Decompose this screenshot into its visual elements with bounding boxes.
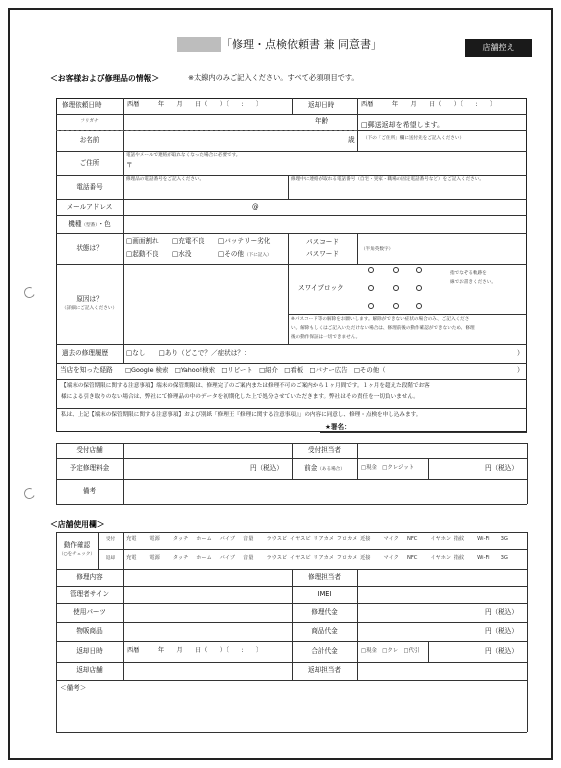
age-label: 年齢 — [315, 117, 329, 125]
operation-check-label: 動作確認 — [63, 541, 91, 549]
swipe-note-line1: 指でなぞる軌跡を — [450, 271, 487, 276]
total-price-unit: 円（税込） — [485, 647, 518, 655]
return-datetime-label: 返却日時 — [308, 101, 335, 109]
return-datetime-field[interactable]: 西暦 年 月 日（ ）〔 : 〕 — [361, 101, 497, 108]
password-label: パスワード — [306, 250, 339, 258]
check-item--[interactable]: 充電 — [126, 536, 137, 542]
address-label: ご住所 — [79, 159, 100, 167]
repair-history-label: 過去の修理履歴 — [62, 349, 109, 357]
section-customer-note: ※太線内のみご記入ください。すべて必須項目です。 — [188, 73, 359, 82]
check-item--[interactable]: リアカメ — [313, 536, 334, 542]
check-row-return-label: 返却 — [105, 556, 116, 561]
mail-return-checkbox[interactable]: □郵送返却を希望します。 — [361, 121, 445, 129]
operation-check-note: （○をチェック） — [58, 552, 96, 557]
parts-used-label: 使用パーツ — [73, 608, 106, 616]
status-option-boot[interactable]: □起動不良 — [126, 250, 159, 258]
store-copy-badge: 店舗控え — [465, 39, 532, 57]
check-item--[interactable]: ホーム — [196, 555, 212, 561]
check-item--[interactable]: ラウスピ — [266, 555, 288, 561]
manager-sign-label: 管理者サイン — [69, 590, 110, 598]
request-datetime-label: 修理依頼日時 — [62, 101, 102, 109]
passcode-label: パスコード — [306, 238, 339, 246]
swipe-dot[interactable] — [416, 285, 422, 291]
swipe-dot[interactable] — [393, 303, 399, 309]
storage-notice-line1: 【端末の保管期限に関する注意事項】端末の保管期限は、修理完了のご案内または修理不可のご案内から１ヶ月間です。１ヶ月を超えた段階でお客 — [61, 383, 430, 389]
repair-price-unit: 円（税込） — [485, 608, 518, 616]
repair-history-options[interactable]: □なし □あり（どこで？／症状は？： — [126, 349, 251, 357]
signature-line[interactable] — [320, 432, 527, 433]
swipe-dot[interactable] — [393, 285, 399, 291]
return-datetime-store-field[interactable]: 西暦 年 月 日（ ）〔 : 〕 — [127, 647, 263, 654]
check-item--[interactable]: 電源 — [149, 555, 160, 561]
phone-note-device: 修理品の電話番号をご記入ください。 — [126, 177, 205, 182]
redacted-store-name — [177, 37, 221, 52]
passcode-disclaimer-3: 後の動作保証は一切できません。 — [291, 335, 361, 340]
age-unit: 歳 — [348, 136, 355, 144]
memo-label: 備考 — [82, 487, 97, 495]
referral-source-label: 当店を知った経路 — [60, 366, 113, 374]
signature-label: ★署名： — [325, 423, 351, 431]
swipe-dot[interactable] — [393, 267, 399, 273]
customer-info-block — [56, 98, 527, 432]
imei-label: IMEI — [317, 590, 332, 598]
check-item--[interactable]: リアカメ — [313, 555, 334, 561]
status-option-battery[interactable]: □バッテリー劣化 — [218, 237, 271, 245]
check-row-reception-label: 受付 — [105, 537, 116, 542]
passcode-disclaimer-2: い。解除もしくはご記入いただけない場合は、修理前後の動作確認ができないため、修理 — [291, 326, 475, 331]
check-item--[interactable]: バイブ — [219, 555, 236, 561]
check-item--[interactable]: 近接 — [360, 555, 371, 561]
postal-mark: 〒 — [126, 161, 133, 169]
section-customer-title: ＜お客様および修理品の情報＞ — [50, 74, 160, 83]
check-item--[interactable]: イヤスピ — [289, 536, 311, 542]
check-item--[interactable]: フロカメ — [336, 536, 358, 542]
repair-staff-label: 修理担当者 — [308, 573, 341, 581]
check-item--[interactable]: 近接 — [360, 536, 371, 542]
model-label: 機種（型番）・色 — [68, 220, 111, 228]
check-item--[interactable]: 音量 — [243, 536, 254, 542]
check-item-nfc[interactable]: NFC — [406, 555, 418, 561]
address-note: 電話やメールで連絡が取れなくなった場合に必要です。 — [126, 153, 241, 158]
check-item-wi-fi[interactable]: Wi-Fi — [477, 555, 490, 561]
goods-label: 物販商品 — [76, 627, 103, 635]
section-store-title: ＜店舗使用欄＞ — [50, 520, 105, 529]
status-label: 状態は？ — [76, 244, 103, 252]
status-option-water[interactable]: □水没 — [172, 250, 192, 258]
deposit-label: 前金（ある場合） — [304, 464, 345, 472]
check-item-3g[interactable]: 3G — [500, 555, 508, 561]
repair-price-label: 修理代金 — [311, 608, 338, 616]
return-staff-label: 返却担当者 — [308, 666, 341, 674]
cause-note: （詳細にご記入ください） — [61, 306, 118, 311]
check-item--[interactable]: タッチ — [172, 555, 189, 561]
return-datetime-store-label: 返却日時 — [76, 647, 103, 655]
swipe-dot[interactable] — [416, 267, 422, 273]
referral-source-close: ） — [517, 366, 524, 374]
check-items-reception — [126, 537, 524, 545]
status-option-screen[interactable]: □画面割れ — [126, 237, 159, 245]
goods-price-unit: 円（税込） — [485, 627, 518, 635]
request-datetime-field[interactable]: 西暦 年 月 日（ ）〔 : 〕 — [127, 101, 263, 108]
check-item--[interactable]: イヤスピ — [289, 555, 311, 561]
check-item--[interactable]: 指紋 — [453, 555, 465, 561]
check-item--[interactable]: マイク — [383, 555, 399, 561]
total-payment-options[interactable]: □現金 □クレ □代引 — [361, 648, 420, 654]
agreement-statement: 私は、上記【端末の保管期限に関する注意事項】および別紙「修理王『修理に関する注意事項』」の内容に同意し、修理・点検を申し込みます。 — [61, 412, 422, 418]
check-item--[interactable]: イヤホン — [430, 555, 452, 561]
mail-return-note: （下の「ご住所」欄に送付先をご記入ください） — [363, 136, 465, 141]
reception-store-label: 受付店舗 — [76, 446, 103, 454]
password-note: （半角英数字） — [361, 247, 394, 252]
swipe-dot[interactable] — [368, 303, 374, 309]
check-item--[interactable]: ラウスピ — [266, 536, 288, 542]
check-item--[interactable]: 音量 — [243, 555, 254, 561]
passcode-disclaimer-1: ※パスコード等の解除をお願いします。解除ができない症状の場合のみ、ご記入くださ — [291, 317, 470, 322]
check-item--[interactable]: フロカメ — [336, 555, 358, 561]
storage-notice-line2: 様による引き取りのない場合は、弊社にて修理品の中のデータを初期化した上で処分させていただきます。弊社はその責任を一切負いません。 — [61, 394, 419, 400]
check-item-nfc[interactable]: NFC — [406, 536, 418, 542]
total-price-label: 合計代金 — [311, 647, 338, 655]
repair-history-close: ） — [517, 349, 524, 357]
status-option-charge[interactable]: □充電不良 — [172, 237, 205, 245]
deposit-unit: 円（税込） — [485, 464, 518, 472]
swipe-dot[interactable] — [416, 303, 422, 309]
check-item--[interactable]: 充電 — [126, 555, 137, 561]
check-item--[interactable]: 電源 — [149, 536, 160, 542]
swipe-lock-label: スワイプロック — [298, 284, 344, 292]
furigana-label: フリガナ — [80, 119, 99, 124]
repair-content-label: 修理内容 — [76, 573, 103, 581]
goods-price-label: 商品代金 — [311, 627, 338, 635]
check-item-wi-fi[interactable]: Wi-Fi — [477, 536, 490, 542]
status-option-other[interactable]: □その他（下に記入） — [218, 250, 272, 258]
phone-label: 電話番号 — [76, 183, 103, 191]
check-item--[interactable]: 指紋 — [453, 536, 465, 542]
swipe-note-line2: 線でお書きください。 — [450, 280, 496, 285]
estimated-fee-label: 予定修理料金 — [69, 464, 110, 472]
name-label: お名前 — [79, 136, 100, 144]
form-title: 「修理・点検依頼書 兼 同意書」 — [221, 38, 382, 51]
email-label: メールアドレス — [66, 203, 113, 211]
check-item--[interactable]: ホーム — [196, 536, 212, 542]
check-items-return — [126, 556, 524, 564]
swipe-dot[interactable] — [368, 285, 374, 291]
check-item--[interactable]: タッチ — [172, 536, 189, 542]
check-item--[interactable]: マイク — [383, 536, 399, 542]
referral-source-options[interactable]: □Google 検索 □Yahoo!検索 □リピート □紹介 □看板 □バナー広告 □その他（ — [125, 366, 386, 374]
check-item--[interactable]: イヤホン — [430, 536, 452, 542]
reception-staff-label: 受付担当者 — [308, 446, 341, 454]
form-sheet — [8, 8, 553, 760]
phone-note-alt: 修理中に連絡が取れる電話番号（自宅・実家・職場の固定電話番号など）をご記入ください。 — [291, 177, 484, 182]
check-item--[interactable]: バイブ — [219, 536, 236, 542]
cause-label: 原因は？ — [76, 295, 103, 303]
return-store-label: 返却店舗 — [76, 666, 103, 674]
estimated-fee-unit: 円（税込） — [250, 464, 283, 472]
deposit-payment-options[interactable]: □現金 □クレジット — [361, 465, 415, 471]
email-at-mark: @ — [252, 203, 259, 211]
store-memo-label: ＜備考＞ — [60, 684, 87, 692]
check-item-3g[interactable]: 3G — [500, 536, 508, 542]
swipe-dot[interactable] — [368, 267, 374, 273]
